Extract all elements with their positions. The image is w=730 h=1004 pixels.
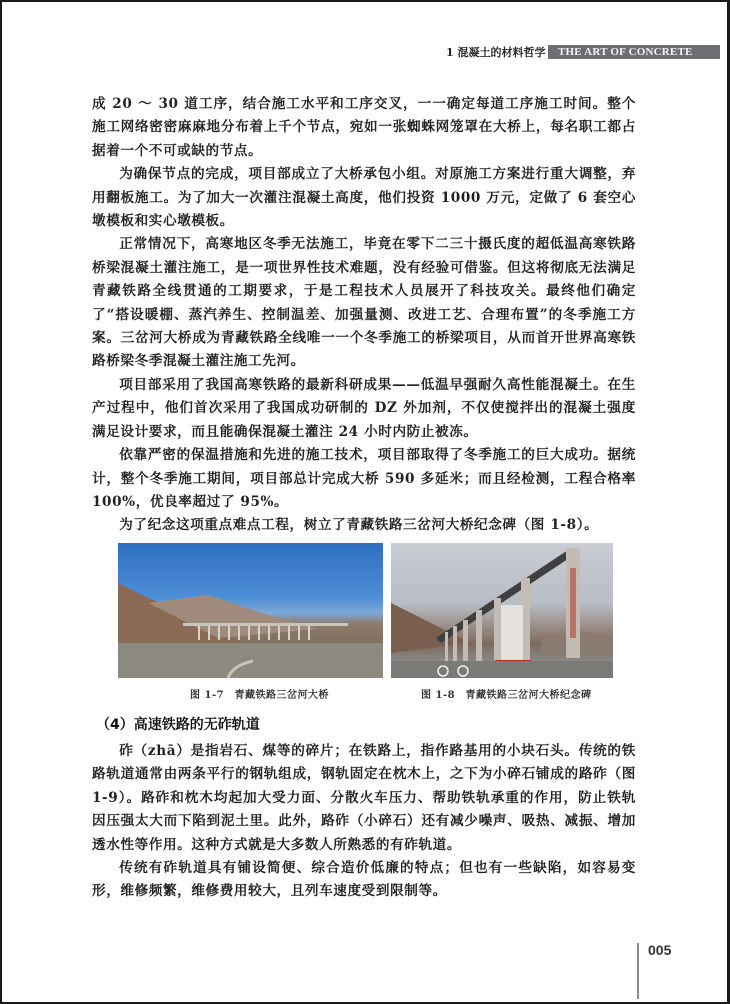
bridge-deck: [183, 623, 348, 626]
section-heading: （4）高速铁路的无砟轨道: [96, 717, 260, 733]
pier-inscription: [570, 568, 576, 638]
bridge-illustration: [118, 543, 383, 678]
monument-illustration: [391, 543, 613, 678]
paragraph: 砟（zhā）是指岩石、煤等的碎片；在铁路上，指作路基用的小块石头。传统的铁路轨道通常由两条平行的钢轨组成，钢轨固定在枕木上，之下为小碎石铺成的路砟（图 1-9）。路砟和枕木均起加大受力面、分散火车压力、帮助铁轨承重的作用，防止铁轨因压强太大而下陷到泥土里。此外，路砟（小碎石）还有减少噪声、吸热、减振、增加透水性等作用。这种方式就是大多数人所熟悉的有砟轨道。: [92, 743, 636, 853]
figure-bridge-photo: [118, 543, 383, 678]
paragraph: 传统有砟轨道具有铺设简便、综合造价低廉的特点；但也有一些缺陷，如容易变形，维修频繁，维修费用较大，且列车速度受到限制等。: [92, 860, 636, 900]
monument-stele: [501, 605, 523, 660]
paragraph: 依靠严密的保温措施和先进的施工技术，项目部取得了冬季施工的巨大成功。据统计，整个冬季施工期间，项目部总计完成大桥 590 多延米；而且经检测，工程合格率 100%，优良率超过了 95%。: [92, 447, 636, 510]
body-text-top: [92, 93, 636, 538]
folio-rule: [637, 943, 639, 999]
paragraph: 为了纪念这项重点难点工程，树立了青藏铁路三岔河大桥纪念碑（图 1-8）。: [119, 517, 599, 534]
running-head-chapter: 1 混凝土的材料哲学: [446, 46, 546, 59]
paragraph: 为确保节点的完成，项目部成立了大桥承包小组。对原施工方案进行重大调整，弃用翻板施工。为了加大一次灌注混凝土高度，他们投资 1000 万元，定做了 6 套空心墩模板和实心墩模板。: [92, 166, 636, 230]
paragraph: 项目部采用了我国高寒铁路的最新科研成果——低温早强耐久高性能混凝土。在生产过程中，他们首次采用了我国成功研制的 DZ 外加剂，不仅使搅拌出的混凝土强度满足设计要求，而且能确保混凝土灌注 24 小时内防止被冻。: [92, 376, 636, 440]
ground: [391, 661, 613, 678]
figure-caption: 图 1-8 青藏铁路三岔河大桥纪念碑: [421, 690, 592, 701]
body-text-bottom: [92, 740, 636, 904]
figure-caption: 图 1-7 青藏铁路三岔河大桥: [190, 690, 330, 701]
paragraph: 正常情况下，高寒地区冬季无法施工，毕竟在零下二三十摄氏度的超低温高寒铁路桥梁混凝土灌注施工，是一项世界性技术难题，没有经验可借鉴。但这将彻底无法满足青藏铁路全线贯通的工期要求，于是工程技术人员展开了科技攻关。最终他们确定了“搭设暖棚、蒸汽养生、控制温差、加强量测、改进工艺、合理布置”的冬季施工方案。三岔河大桥成为青藏铁路全线唯一一个冬季施工的桥梁项目，从而首开世界高寒铁路桥梁冬季混凝土灌注施工先河。: [92, 236, 636, 370]
figure-monument-photo: [391, 543, 613, 678]
page-number: 005: [648, 942, 672, 958]
paragraph: 成 20 ～ 30 道工序，结合施工水平和工序交叉，一一确定每道工序施工时间。整个施工网络密密麻麻地分布着上千个节点，宛如一张蜘蛛网笼罩在大桥上，每名职工都占据着一个不可或缺的节点。: [92, 96, 636, 159]
running-head-band: THE ART OF CONCRETE: [548, 45, 720, 59]
